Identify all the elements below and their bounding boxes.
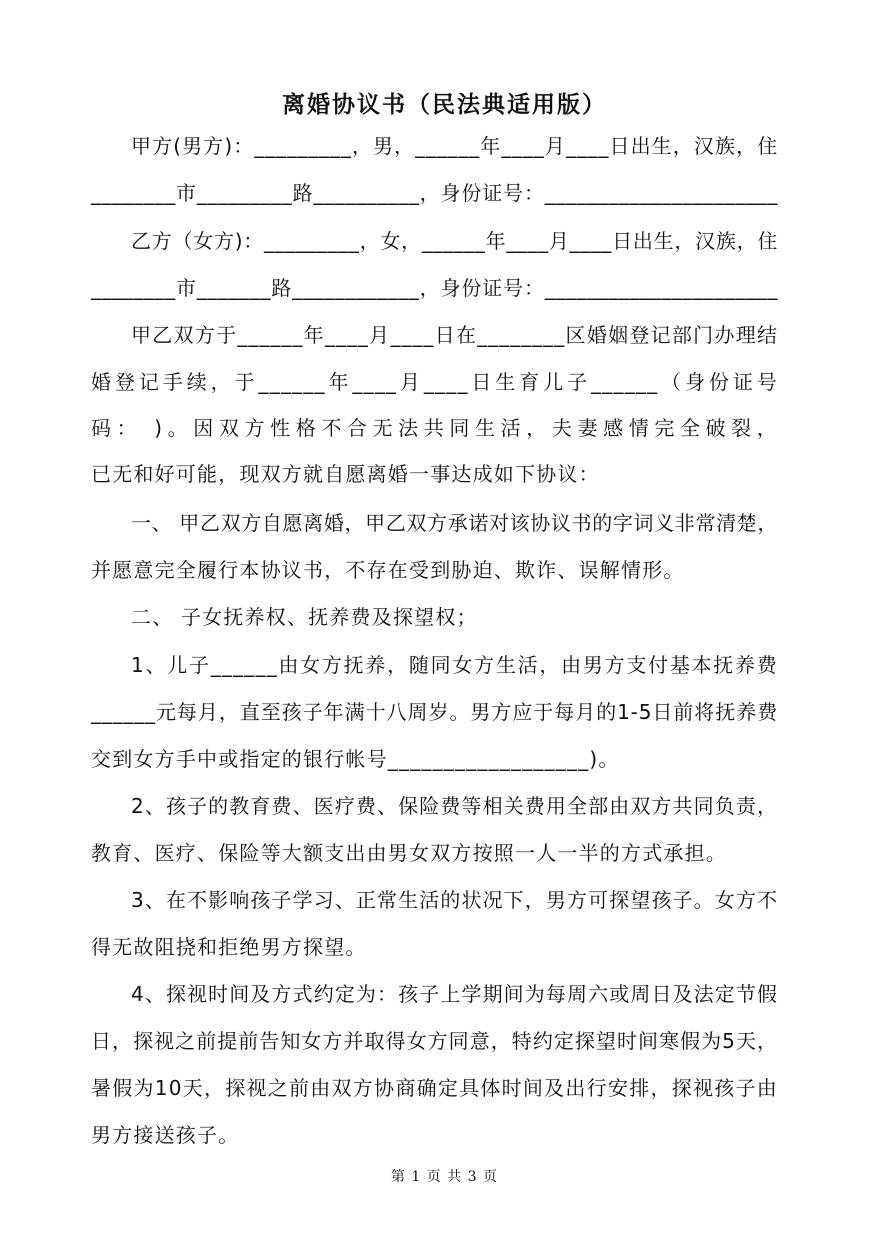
item-4-line-4: 男方接送孩子。 — [91, 1123, 240, 1147]
party-b-line-2: ________市_______路____________，身份证号：______________________ — [91, 276, 778, 300]
intro-line-2: 婚登记手续，于______年____月____日生育儿子______（身份证号 — [91, 370, 778, 394]
item-1-line-2: ______元每月，直至孩子年满十八周岁。男方应于每月的1-5日前将抚养费 — [91, 700, 778, 724]
item-1-line-1: 1、儿子______由女方抚养，随同女方生活，由男方支付基本抚养费 — [131, 653, 778, 677]
page-number: 第 1 页 共 3 页 — [390, 1169, 499, 1185]
item-4-line-1: 4、探视时间及方式约定为：孩子上学期间为每周六或周日及法定节假 — [131, 982, 778, 1006]
item-1-line-3: 交到女方手中或指定的银行帐号__________________)。 — [91, 747, 620, 771]
item-3-line-1: 3、在不影响孩子学习、正常生活的状况下，男方可探望孩子。女方不 — [131, 888, 778, 912]
intro-line-3: 码： )。因双方性格不合无法共同生活，夫妻感情完全破裂， — [91, 416, 778, 440]
party-a-line-1: 甲方(男方)：_________，男，______年____月____日出生，汉族，住 — [131, 134, 778, 158]
clause-1-line-2: 并愿意完全履行本协议书，不存在受到胁迫、欺诈、误解情形。 — [91, 558, 685, 582]
party-b-line-1: 乙方（女方)：_________，女，______年____月____日出生，汉族，住 — [131, 229, 778, 253]
item-3-line-2: 得无故阻挠和拒绝男方探望。 — [91, 935, 367, 959]
clause-1-line-1: 一、 甲乙双方自愿离婚，甲乙双方承诺对该协议书的字词义非常清楚， — [131, 511, 778, 535]
document-title: 离婚协议书（民法典适用版） — [282, 91, 607, 118]
clause-2-heading: 二、 子女抚养权、抚养费及探望权； — [131, 605, 478, 629]
item-2-line-2: 教育、医疗、保险等大额支出由男女双方按照一人一半的方式承担。 — [91, 841, 727, 865]
item-4-line-2: 日，探视之前提前告知女方并取得女方同意，特约定探望时间寒假为5天， — [91, 1029, 778, 1053]
intro-line-4: 已无和好可能，现双方就自愿离婚一事达成如下协议： — [91, 462, 600, 486]
intro-line-1: 甲乙双方于______年____月____日在________区婚姻登记部门办理结 — [131, 323, 778, 347]
item-4-line-3: 暑假为10天，探视之前由双方协商确定具体时间及出行安排，探视孩子由 — [91, 1076, 778, 1100]
party-a-line-2: ________市_________路__________，身份证号：______________________ — [91, 181, 778, 205]
item-2-line-1: 2、孩子的教育费、医疗费、保险费等相关费用全部由双方共同负责， — [131, 794, 778, 818]
